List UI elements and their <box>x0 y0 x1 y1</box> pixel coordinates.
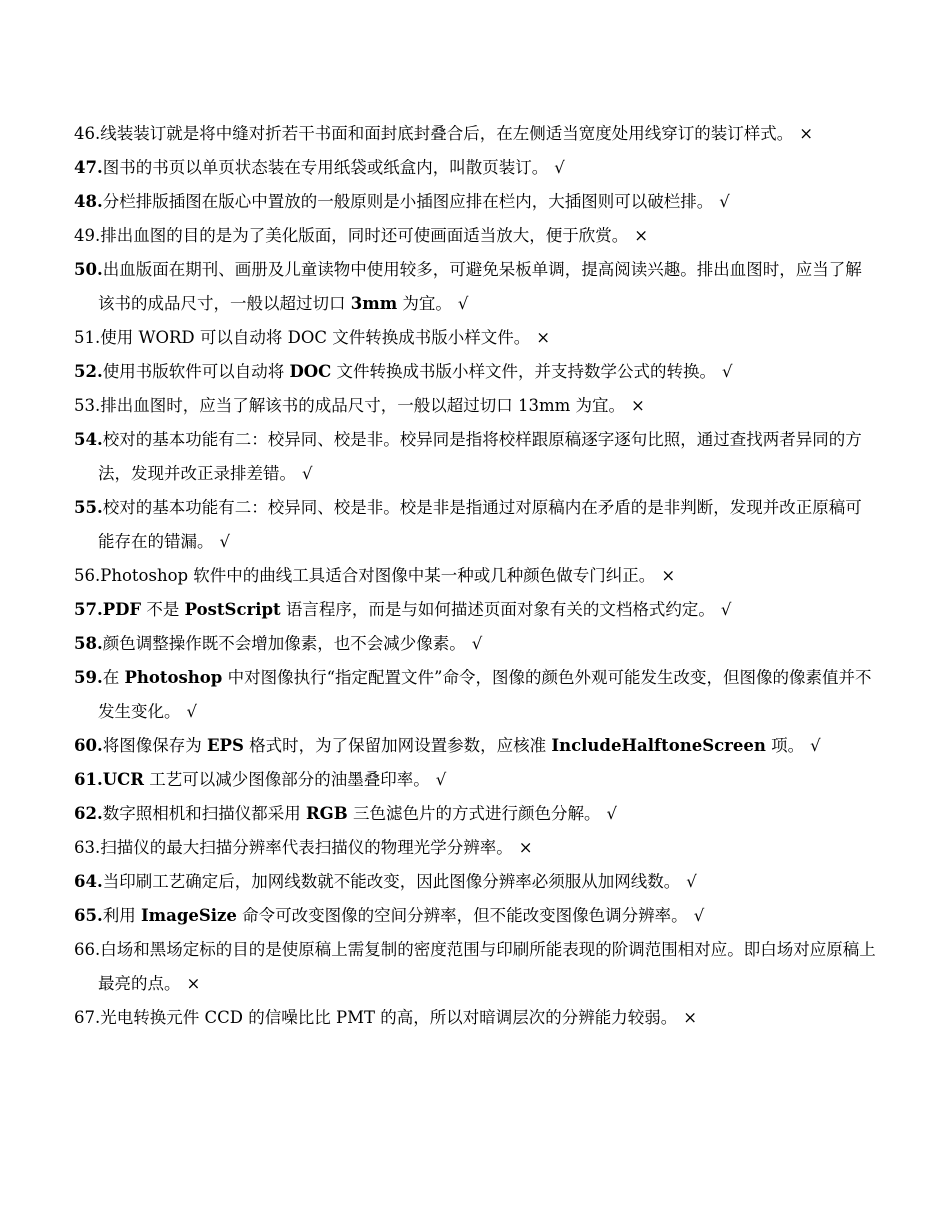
question-number: 53. <box>74 396 101 415</box>
question-text: 校对的基本功能有二：校异同、校是非。校异同是指将校样跟原稿逐字逐句比照，通过查找两者异同的方法，发现并改正录排差错。 <box>98 430 862 483</box>
question-item <box>74 219 878 253</box>
question-number: 57. <box>74 600 103 619</box>
question-text: 命令可改变图像的空间分辨率，但不能改变图像色调分辨率。 <box>236 906 688 925</box>
question-item <box>74 423 878 491</box>
question-item <box>74 185 878 219</box>
question-text: UCR <box>102 770 144 789</box>
question-number: 61. <box>74 770 103 789</box>
check-mark-icon: √ <box>554 158 565 177</box>
question-text: 出血版面在期刊、画册及儿童读物中使用较多，可避免呆板单调，提高阅读兴趣。排出血图时，应当了解该书的成品尺寸，一般以超过切口 <box>98 260 862 313</box>
question-text: 当印刷工艺确定后，加网线数就不能改变，因此图像分辨率必须服从加网线数。 <box>102 872 681 891</box>
question-text: PDF <box>102 600 142 619</box>
question-text: 不是 <box>141 600 185 619</box>
question-text: 利用 <box>102 906 141 925</box>
question-text: Photoshop 软件中的曲线工具适合对图像中某一种或几种颜色做专门纠正。 <box>100 566 656 585</box>
question-item <box>74 899 878 933</box>
question-number: 67. <box>74 1008 101 1027</box>
cross-mark-icon: × <box>536 328 551 347</box>
question-text: 排出血图时，应当了解该书的成品尺寸，一般以超过切口 13mm 为宜。 <box>100 396 626 415</box>
question-item <box>74 865 878 899</box>
check-mark-icon: √ <box>810 736 821 755</box>
question-item <box>74 627 878 661</box>
question-text: 使用书版软件可以自动将 <box>102 362 290 381</box>
question-text: 语言程序，而是与如何描述页面对象有关的文档格式约定。 <box>280 600 715 619</box>
question-text: 图书的书页以单页状态装在专用纸袋或纸盒内，叫散页装订。 <box>102 158 549 177</box>
question-item <box>74 763 878 797</box>
question-number: 56. <box>74 566 101 585</box>
question-text: 扫描仪的最大扫描分辨率代表扫描仪的物理光学分辨率。 <box>100 838 513 857</box>
question-item <box>74 831 878 865</box>
question-text: 白场和黑场定标的目的是使原稿上需复制的密度范围与印刷所能表现的阶调范围相对应。即白场对应原稿上最亮的点。 <box>98 940 876 993</box>
question-item <box>74 253 878 321</box>
question-number: 46. <box>74 124 101 143</box>
question-number: 63. <box>74 838 101 857</box>
check-mark-icon: √ <box>186 702 198 721</box>
question-number: 59. <box>74 668 103 687</box>
check-mark-icon: √ <box>435 770 447 789</box>
question-item <box>74 491 878 559</box>
question-item <box>74 355 878 389</box>
question-number: 62. <box>74 804 103 823</box>
question-text: 三色滤色片的方式进行颜色分解。 <box>347 804 601 823</box>
question-list <box>74 117 878 1035</box>
cross-mark-icon: × <box>186 974 201 993</box>
question-item <box>74 559 878 593</box>
question-item <box>74 1001 878 1035</box>
check-mark-icon: √ <box>720 600 732 619</box>
question-item <box>74 661 878 729</box>
question-text: 3mm <box>350 294 398 313</box>
question-text: PostScript <box>184 600 281 619</box>
check-mark-icon: √ <box>722 362 733 381</box>
question-text: 工艺可以减少图像部分的油墨叠印率。 <box>143 770 430 789</box>
cross-mark-icon: × <box>661 566 676 585</box>
cross-mark-icon: × <box>518 838 533 857</box>
question-number: 55. <box>74 498 103 517</box>
question-item <box>74 389 878 423</box>
question-item <box>74 797 878 831</box>
question-text: 将图像保存为 <box>102 736 207 755</box>
question-text: 使用 WORD 可以自动将 DOC 文件转换成书版小样文件。 <box>100 328 531 347</box>
question-text: EPS <box>206 736 244 755</box>
question-text: ImageSize <box>140 906 237 925</box>
check-mark-icon: √ <box>606 804 617 823</box>
question-text: 数字照相机和扫描仪都采用 <box>102 804 306 823</box>
question-item <box>74 321 878 355</box>
cross-mark-icon: × <box>631 396 645 415</box>
cross-mark-icon: × <box>683 1008 698 1027</box>
check-mark-icon: √ <box>686 872 697 891</box>
question-text: 在 <box>102 668 125 687</box>
question-text: 中对图像执行“指定配置文件”命令，图像的颜色外观可能发生改变，但图像的像素值并不发生变化。 <box>98 668 872 721</box>
question-text: 为宜。 <box>397 294 452 313</box>
question-number: 52. <box>74 362 103 381</box>
check-mark-icon: √ <box>693 906 705 925</box>
question-item <box>74 151 878 185</box>
question-text: 颜色调整操作既不会增加像素，也不会减少像素。 <box>102 634 466 653</box>
question-number: 64. <box>74 872 103 891</box>
question-text: RGB <box>305 804 348 823</box>
check-mark-icon: √ <box>302 464 313 483</box>
question-text: 排出血图的目的是为了美化版面，同时还可使画面适当放大，便于欣赏。 <box>100 226 629 245</box>
question-number: 48. <box>74 192 103 211</box>
check-mark-icon: √ <box>719 192 730 211</box>
question-number: 50. <box>74 260 103 279</box>
question-number: 58. <box>74 634 103 653</box>
check-mark-icon: √ <box>457 294 469 313</box>
question-text: Photoshop <box>124 668 223 687</box>
cross-mark-icon: × <box>634 226 649 245</box>
question-number: 51. <box>74 328 101 347</box>
question-number: 54. <box>74 430 103 449</box>
question-number: 65. <box>74 906 103 925</box>
question-text: DOC <box>289 362 332 381</box>
question-text: 光电转换元件 CCD 的信噪比比 PMT 的高，所以对暗调层次的分辨能力较弱。 <box>100 1008 678 1027</box>
question-number: 49. <box>74 226 101 245</box>
question-text: 校对的基本功能有二：校异同、校是非。校是非是指通过对原稿内在矛盾的是非判断，发现并改正原稿可能存在的错漏。 <box>98 498 862 551</box>
question-text: 线装装订就是将中缝对折若干书面和面封底封叠合后，在左侧适当宽度处用线穿订的装订样式。 <box>100 124 794 143</box>
cross-mark-icon: × <box>799 124 814 143</box>
question-item <box>74 933 878 1001</box>
question-item <box>74 117 878 151</box>
question-text: 文件转换成书版小样文件，并支持数学公式的转换。 <box>331 362 717 381</box>
check-mark-icon: √ <box>219 532 231 551</box>
question-text: 格式时，为了保留加网设置参数，应核准 <box>243 736 552 755</box>
question-text: 项。 <box>765 736 805 755</box>
question-text: 分栏排版插图在版心中置放的一般原则是小插图应排在栏内，大插图则可以破栏排。 <box>102 192 714 211</box>
question-number: 47. <box>74 158 103 177</box>
check-mark-icon: √ <box>471 634 483 653</box>
question-item <box>74 729 878 763</box>
question-text: IncludeHalftoneScreen <box>551 736 766 755</box>
question-number: 66. <box>74 940 101 959</box>
question-item <box>74 593 878 627</box>
question-number: 60. <box>74 736 103 755</box>
